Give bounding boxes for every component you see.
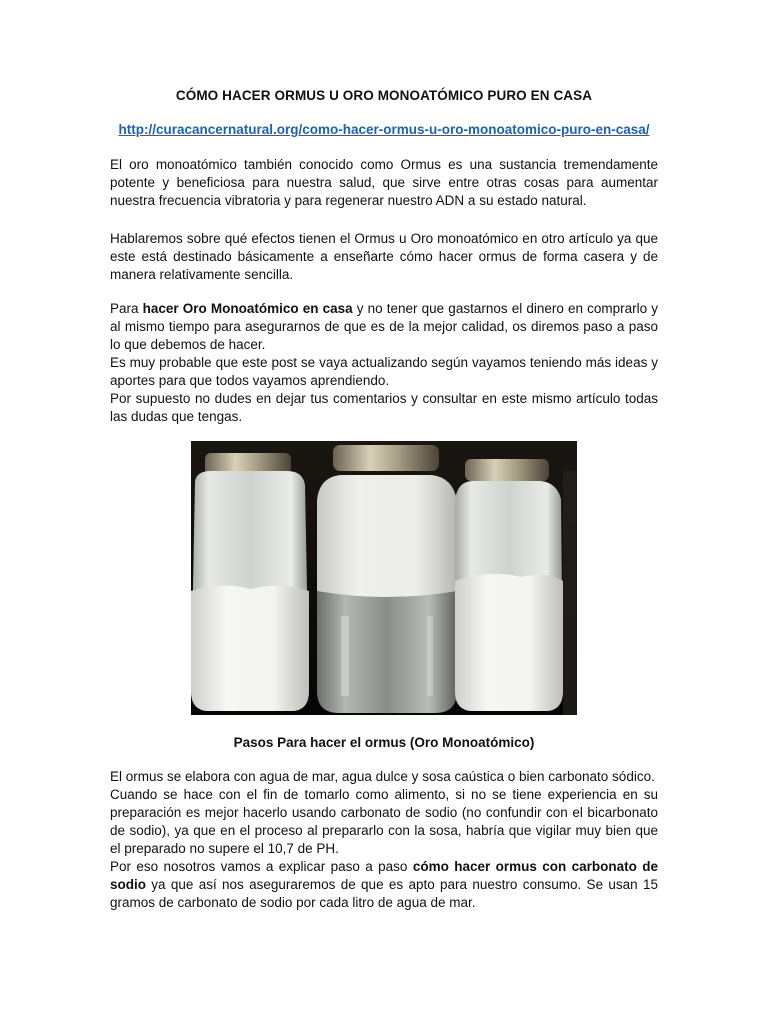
section-heading-steps: Pasos Para hacer el ormus (Oro Monoatómico): [233, 735, 535, 750]
paragraph-group-1: [110, 300, 658, 426]
paragraph-purpose: Para hacer Oro Monoatómico en casa y no tener que gastarnos el dinero en comprarlo y al mismo tiempo para asegurarnos de que es de la mejor calidad, os diremos paso a paso lo que debemos de hacer.: [110, 301, 658, 352]
paragraph-method: Por eso nosotros vamos a explicar paso a paso cómo hacer ormus con carbonato de sodio ya que así nos aseguraremos de que es apto para nuestro consumo. Se usan 15 gramos de carbonato de sodio por cada litro de agua de mar.: [110, 859, 659, 910]
paragraph-comments: Por supuesto no dudes en dejar tus comentarios y consultar en este mismo artículo todas las dudas que tengas.: [110, 391, 658, 424]
source-link[interactable]: http://curacancernatural.org/como-hacer-ormus-u-oro-monoatomico-puro-en-casa/: [118, 122, 650, 137]
ormus-jars-photo: [191, 441, 577, 715]
paragraph-intro: El oro monoatómico también conocido como Ormus es una sustancia tremendamente potente y beneficiosa para nuestra salud, que sirve entre otras cosas para aumentar nuestra frecuencia vibratoria y para regenerar nuestro ADN a su estado natural.: [110, 157, 658, 208]
paragraph-carbonate-advice: Cuando se hace con el fin de tomarlo como alimento, si no se tiene experiencia en su preparación es mejor hacerlo usando carbonato de sodio (no confundir con el bicarbonato de sodio), ya que en el proceso al prepararlo con la sosa, habría que vigilar muy bien que el preparado no supere el 10,7 de PH.: [110, 787, 658, 856]
paragraph-updates: Es muy probable que este post se vaya actualizando según vayamos teniendo más ideas y aportes para que todos vayamos aprendiendo.: [110, 355, 658, 388]
paragraph-group-2: [110, 768, 658, 912]
paragraph-ingredients: El ormus se elabora con agua de mar, agua dulce y sosa caústica o bien carbonato sódico.: [110, 769, 655, 784]
paragraph-effects: Hablaremos sobre qué efectos tienen el Ormus u Oro monoatómico en otro artículo ya que este está destinado básicamente a enseñarte cómo hacer ormus de forma casera y de manera relativamente sencilla.: [110, 231, 658, 282]
document-title: CÓMO HACER ORMUS U ORO MONOATÓMICO PURO EN CASA: [175, 88, 593, 103]
